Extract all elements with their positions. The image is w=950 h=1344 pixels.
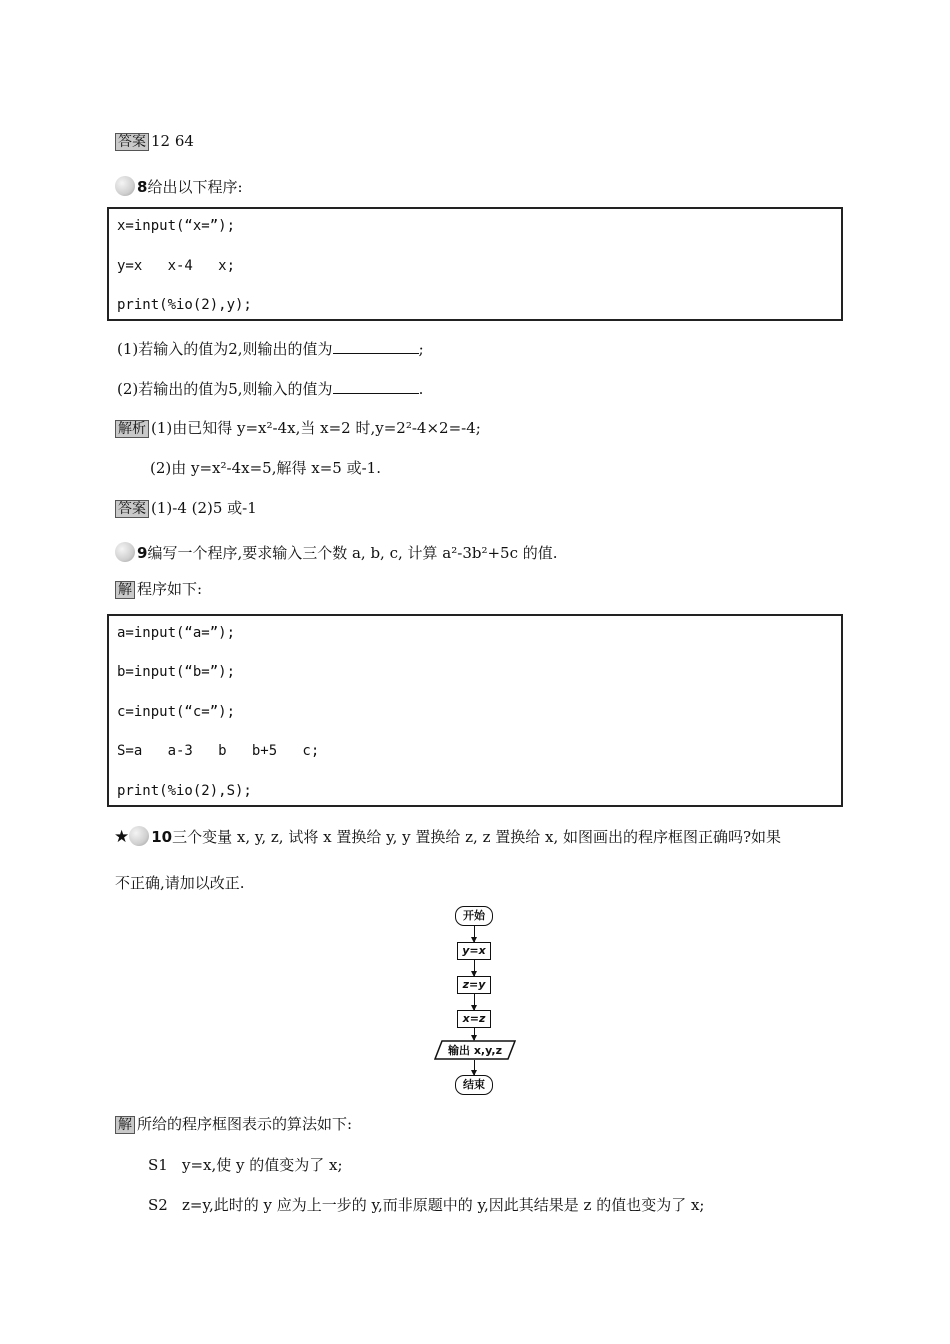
answer-text: 12 64 bbox=[151, 132, 194, 150]
question-number: 10 bbox=[151, 828, 173, 846]
flowchart-output: 输出 x,y,z bbox=[447, 1044, 502, 1057]
answer-tag: 答案 bbox=[115, 500, 149, 518]
code-line: x=input(“x=”); bbox=[117, 218, 236, 234]
code-line: c=input(“c=”); bbox=[117, 704, 236, 720]
question-number: 9 bbox=[137, 544, 148, 562]
q8-answer bbox=[115, 497, 257, 518]
step-label: S1 bbox=[148, 1156, 168, 1174]
step-label: S2 bbox=[148, 1196, 168, 1214]
step-text: z=y,此时的 y 应为上一步的 y,而非原题中的 y,因此其结果是 z 的值也变为了 x; bbox=[182, 1196, 705, 1214]
question-text: 编写一个程序,要求输入三个数 a, b, c, 计算 a²-3b²+5c 的值. bbox=[147, 544, 558, 562]
answer-blank bbox=[333, 341, 419, 354]
q8-part2 bbox=[117, 378, 423, 399]
q9-solution bbox=[115, 578, 202, 599]
answer-tag: 答案 bbox=[115, 133, 149, 151]
answer-blank bbox=[333, 381, 419, 394]
code-line: S=a a-3 b b+5 c; bbox=[117, 743, 320, 759]
star-icon: ★ bbox=[114, 827, 130, 847]
part2-text: (2)若输出的值为5,则输入的值为 bbox=[117, 380, 333, 398]
answer-text: (1)-4 (2)5 或-1 bbox=[151, 499, 257, 517]
code-line: b=input(“b=”); bbox=[117, 664, 236, 680]
analysis-tag: 解析 bbox=[115, 420, 149, 438]
q10-step-1 bbox=[148, 1154, 343, 1175]
question-10-text-line-2: 不正确,请加以改正. bbox=[115, 874, 245, 892]
code-box-q8 bbox=[107, 207, 843, 321]
question-8-heading bbox=[115, 176, 243, 197]
question-9-heading bbox=[115, 542, 558, 563]
question-number: 8 bbox=[137, 178, 148, 196]
flow-arrow-icon bbox=[474, 960, 475, 976]
q10-solution bbox=[115, 1113, 352, 1134]
flowchart-step-3: x=z bbox=[457, 1010, 491, 1028]
flowchart-start: 开始 bbox=[455, 906, 493, 926]
circle-bullet-icon bbox=[115, 176, 135, 196]
flow-arrow-icon bbox=[474, 926, 475, 942]
q8-analysis bbox=[115, 417, 481, 438]
flowchart-step-2: z=y bbox=[457, 976, 491, 994]
question-10-heading bbox=[114, 826, 781, 847]
circle-bullet-icon bbox=[129, 826, 149, 846]
part1-text: (1)若输入的值为2,则输出的值为 bbox=[117, 340, 333, 358]
code-line: print(%io(2),y); bbox=[117, 297, 252, 313]
code-line: y=x x-4 x; bbox=[117, 258, 236, 274]
part1-end: ; bbox=[418, 340, 424, 358]
question-text: 给出以下程序: bbox=[147, 178, 243, 196]
solution-text: 程序如下: bbox=[137, 580, 203, 598]
part2-end: . bbox=[418, 380, 424, 398]
solution-text: 所给的程序框图表示的算法如下: bbox=[137, 1115, 353, 1133]
analysis-line: (1)由已知得 y=x²-4x,当 x=2 时,y=2²-4×2=-4; bbox=[151, 419, 481, 437]
q10-step-2 bbox=[148, 1194, 705, 1215]
flow-arrow-icon bbox=[474, 994, 475, 1010]
solution-tag: 解 bbox=[115, 1116, 135, 1134]
code-line: print(%io(2),S); bbox=[117, 783, 252, 799]
code-line: a=input(“a=”); bbox=[117, 625, 236, 641]
q8-analysis-line-2: (2)由 y=x²-4x=5,解得 x=5 或-1. bbox=[150, 459, 381, 477]
solution-tag: 解 bbox=[115, 581, 135, 599]
answer-line-7 bbox=[115, 131, 194, 151]
flow-arrow-icon bbox=[474, 1028, 475, 1040]
q8-part1 bbox=[117, 338, 424, 359]
flowchart-step-1: y=x bbox=[457, 942, 491, 960]
circle-bullet-icon bbox=[115, 542, 135, 562]
question-text: 三个变量 x, y, z, 试将 x 置换给 y, y 置换给 z, z 置换给 x, 如图画出的程序框图正确吗?如果 bbox=[172, 828, 782, 846]
step-text: y=x,使 y 的值变为了 x; bbox=[182, 1156, 343, 1174]
flow-arrow-icon bbox=[474, 1060, 475, 1075]
code-box-q9 bbox=[107, 614, 843, 807]
flowchart-end: 结束 bbox=[455, 1075, 493, 1095]
